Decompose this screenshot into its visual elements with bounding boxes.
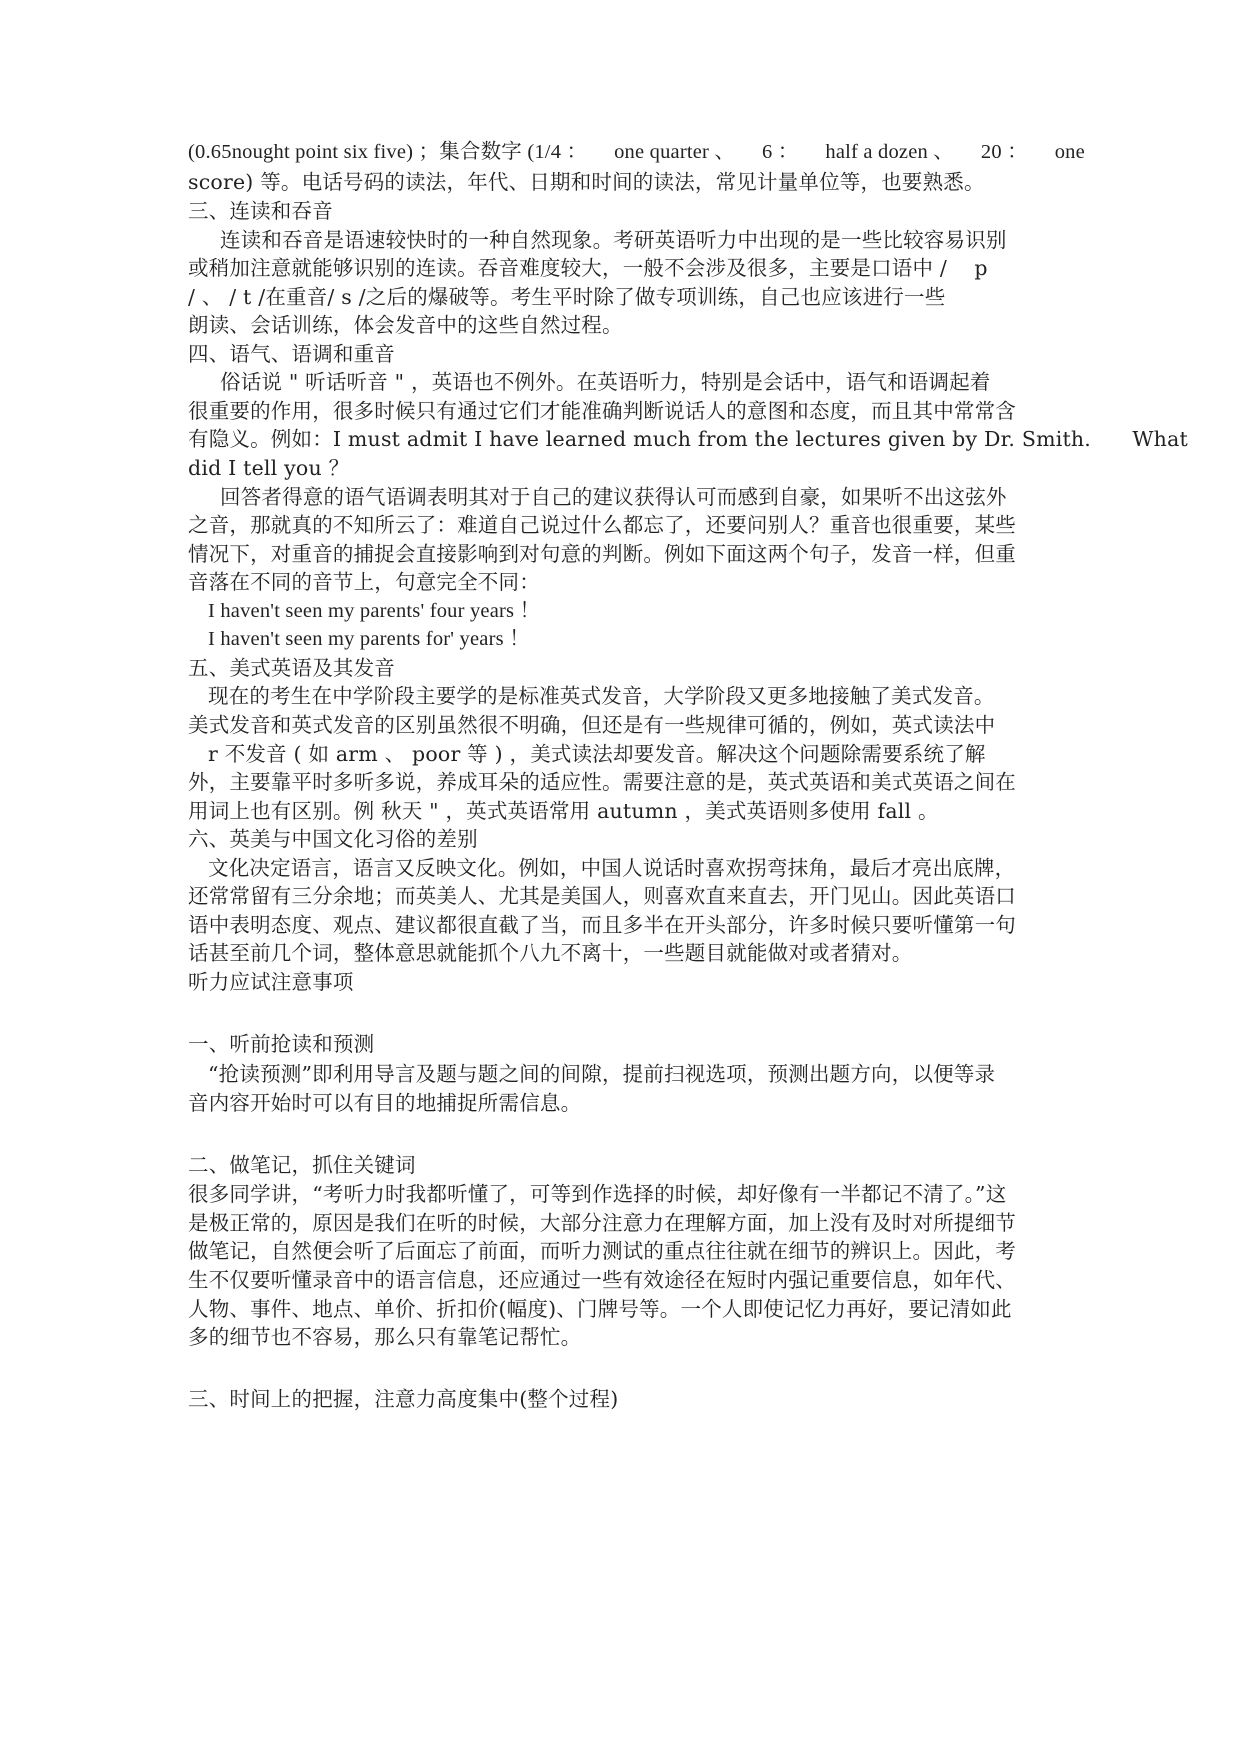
text-line: 俗话说 " 听话听音 " ，英语也不例外。在英语听力，特别是会话中，语气和语调起着 xyxy=(220,370,991,394)
section-heading: 二、做笔记，抓住关键词 xyxy=(188,1153,416,1177)
text-line: 之音，那就真的不知所云了：难道自己说过什么都忘了，还要问别人？重音也很重要，某些 xyxy=(188,513,1016,537)
text-line: 做笔记，自然便会听了后面忘了前面，而听力测试的重点往往就在细节的辨识上。因此，考 xyxy=(188,1239,1016,1263)
section-heading: 三、连读和吞音 xyxy=(188,199,333,223)
text-line: 情况下，对重音的捕捉会直接影响到对句意的判断。例如下面这两个句子，发音一样，但重 xyxy=(188,542,1016,566)
text-line: r 不发音 ( 如 arm 、 poor 等 ) ，美式读法却要发音。解决这个问题除需要系统了解 xyxy=(208,742,986,766)
text-line: 音内容开始时可以有目的地捕捉所需信息。 xyxy=(188,1091,582,1115)
text-line: 外，主要靠平时多听多说，养成耳朵的适应性。需要注意的是，英式英语和美式英语之间在 xyxy=(188,770,1016,794)
page-title: 听力应试注意事项 xyxy=(188,970,354,994)
section-heading: 四、语气、语调和重音 xyxy=(188,342,395,366)
text-line: 有隐义。例如：I must admit I have learned much from the lectures given by Dr. Smith. What xyxy=(188,427,1188,451)
text-line-segment: 6 ： xyxy=(762,141,799,163)
text-line: 是极正常的，原因是我们在听的时候，大部分注意力在理解方面，加上没有及时对所提细节 xyxy=(188,1211,1016,1235)
text-line: 人物、事件、地点、单价、折扣价(幅度)、门牌号等。一个人即使记忆力再好，要记清如此 xyxy=(188,1297,1012,1321)
section-heading: 六、英美与中国文化习俗的差别 xyxy=(188,827,478,851)
text-line: 美式发音和英式发音的区别虽然很不明确，但还是有一些规律可循的，例如，英式读法中 xyxy=(188,713,996,737)
text-line: 回答者得意的语气语调表明其对于自己的建议获得认可而感到自豪，如果听不出这弦外 xyxy=(220,485,1007,509)
text-line: / 、 / t /在重音/ s /之后的爆破等。考生平时除了做专项训练，自己也应该进行一些 xyxy=(188,285,946,309)
text-line: 现在的考生在中学阶段主要学的是标准英式发音，大学阶段又更多地接触了美式发音。 xyxy=(208,684,995,708)
example-sentence: I haven't seen my parents' four years ！ xyxy=(208,600,541,622)
text-line: 很重要的作用，很多时候只有通过它们才能准确判断说话人的意图和态度，而且其中常常含 xyxy=(188,399,1016,423)
example-sentence: I haven't seen my parents for' years ！ xyxy=(208,628,530,650)
text-line: 连读和吞音是语速较快时的一种自然现象。考研英语听力中出现的是一些比较容易识别 xyxy=(220,228,1007,252)
text-line-segment: 20 ： xyxy=(980,141,1028,163)
text-line: did I tell you ？ xyxy=(188,456,350,480)
text-line: 朗读、会话训练，体会发音中的这些自然过程。 xyxy=(188,313,623,337)
text-line xyxy=(188,138,1085,166)
text-line: “抢读预测”即利用导言及题与题之间的间隙，提前扫视选项，预测出题方向，以便等录 xyxy=(208,1062,996,1086)
text-line: 话甚至前几个词，整体意思就能抓个八九不离十，一些题目就能做对或者猜对。 xyxy=(188,941,913,965)
text-line-segment: half a dozen 、 xyxy=(825,141,954,163)
text-line-segment: one xyxy=(1054,141,1085,163)
section-heading: 五、美式英语及其发音 xyxy=(188,656,395,680)
section-heading: 一、听前抢读和预测 xyxy=(188,1032,375,1056)
text-line-segment: one quarter 、 xyxy=(614,141,736,163)
text-line: 很多同学讲，“考听力时我都听懂了，可等到作选择的时候，却好像有一半都记不清了。”这 xyxy=(188,1182,1007,1206)
text-line: 文化决定语言，语言又反映文化。例如，中国人说话时喜欢拐弯抹角，最后才亮出底牌， xyxy=(208,856,1016,880)
text-line: 音落在不同的音节上，句意完全不同： xyxy=(188,570,540,594)
text-line: score) 等。电话号码的读法，年代、日期和时间的读法，常见计量单位等，也要熟悉。 xyxy=(188,170,985,194)
text-line-segment: (0.65nought point six five) ；集合数字 (1/4 ： xyxy=(188,141,588,163)
text-line: 或稍加注意就能够识别的连读。吞音难度较大，一般不会涉及很多，主要是口语中 / p xyxy=(188,256,988,280)
section-heading: 三、时间上的把握，注意力高度集中(整个过程) xyxy=(188,1387,619,1411)
text-line: 生不仅要听懂录音中的语言信息，还应通过一些有效途径在短时内强记重要信息，如年代、 xyxy=(188,1268,1016,1292)
text-line: 用词上也有区别。例 秋天 " ，英式英语常用 autumn ，美式英语则多使用 fall 。 xyxy=(188,799,939,823)
text-line: 语中表明态度、观点、建议都很直截了当，而且多半在开头部分，许多时候只要听懂第一句 xyxy=(188,913,1016,937)
text-line: 多的细节也不容易，那么只有靠笔记帮忙。 xyxy=(188,1325,582,1349)
text-line: 还常常留有三分余地；而英美人、尤其是美国人，则喜欢直来直去，开门见山。因此英语口 xyxy=(188,884,1016,908)
